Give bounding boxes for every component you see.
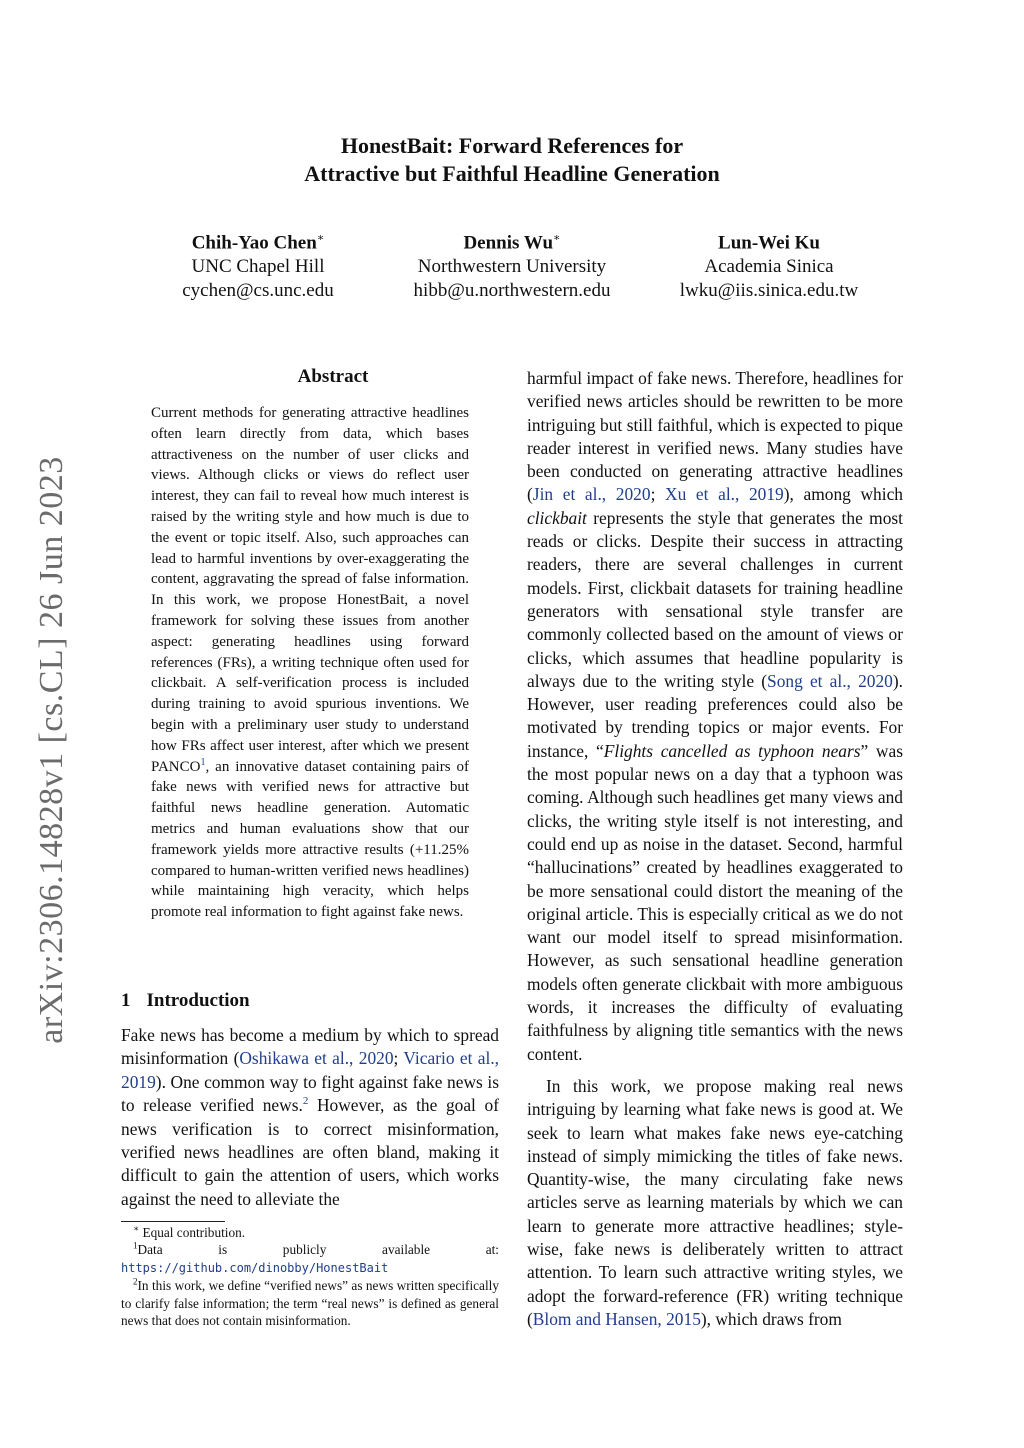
- right-column: [527, 367, 903, 1331]
- footnote-ref[interactable]: 1: [200, 756, 206, 768]
- footnote-ref[interactable]: 2: [302, 1095, 309, 1108]
- footnote-1: $^1$Data is publicly available at: https://github.com/dinobby/HonestBait: [121, 1240, 499, 1275]
- author-email: lwku@iis.sinica.edu.tw: [679, 280, 859, 302]
- citation-link[interactable]: Oshikawa et al., 2020: [239, 1048, 394, 1069]
- title-line-1: HonestBait: Forward References for: [340, 133, 684, 158]
- author-name: Dennis Wu∗: [463, 232, 561, 254]
- right-paragraph-2: In this work, we propose making real news intriguing by learning what fake news is good at. We seek to learn what makes fake news eye-catching instead of simply mimicking the titles of fake news. Quantity-wise, the many circulating fake news articles serve as learning materials by which we can learn to generate more attractive headlines; style-wise, fake news is deliberately written to attract attention. To learn such attractive writing styles, we adopt the forward-reference (FR) writing technique (Blom and Hansen, 2015), which draws from: [527, 1075, 903, 1329]
- github-link[interactable]: https://github.com/dinobby/HonestBait: [121, 1260, 389, 1275]
- author-affiliation: Academia Sinica: [704, 256, 834, 278]
- section-heading: 1 Introduction: [121, 990, 250, 1011]
- title-line-2: Attractive but Faithful Headline Generation: [304, 161, 720, 186]
- paper-title: [0, 132, 1024, 188]
- footnote-equal: ∗ Equal contribution.: [133, 1223, 246, 1240]
- abstract-text: Current methods for generating attractive headlines often learn directly from data, which bases attractiveness on the number of user clicks and views. Although clicks or views do reflect user interest, they can fail to reveal how much interest is raised by the writing style and how much is due to the event or topic itself. Also, such approaches can lead to harmful inventions by over-exaggerating the content, aggravating the spread of false information. In this work, we propose HonestBait, a novel framework for solving these issues from another aspect: generating headlines using forward references (FRs), a writing technique often used for clickbait. A self-verification process is included during training to avoid spurious inventions. We begin with a preliminary user study to understand how FRs affect user interest, after which we present PANCO$^1$, an innovative dataset containing pairs of fake news with verified news for attractive but faithful news headline generation. Automatic metrics and human evaluations show that our framework yields more attractive results (+11.25% compared to human-written verified news headlines) while maintaining high veracity, which helps promote real information to fight against fake news.: [151, 405, 469, 921]
- right-paragraph-1: harmful impact of fake news. Therefore, headlines for verified news articles should be rewritten to be more intriguing but still faithful, which is expected to pique reader interest in verified news. Many studies have been conducted on generating attractive headlines (Jin et al., 2020; Xu et al., 2019), among which clickbait represents the style that generates the most reads or clicks. Despite their success in attracting readers, there are several challenges in current models. First, clickbait datasets for training headline generators with sensational style transfer are commonly collected based on the amount of views or clicks, which assumes that headline popularity is always due to the writing style (Song et al., 2020). However, user reading preferences could also be motivated by trending topics or major events. For instance, “Flights cancelled as typhoon nears” was the most popular news on a day that a typhoon was coming. Although such headlines get many views and clicks, the writing style itself is not interesting, and could end up as noise in the dataset. Second, harmful “hallucinations” created by headlines exaggerated to be more sensational could distort the meaning of the original article. This is especially critical as we do not want our model itself to spread misinformation. However, as such sensational headline generation models often generate clickbait with more ambiguous words, it increases the difficulty of evaluating faithfulness by aligning title semantics with the news content.: [527, 368, 903, 1064]
- author-affiliation: Northwestern University: [417, 256, 607, 278]
- author-name: Chih-Yao Chen∗: [191, 232, 325, 254]
- footnote-divider: [121, 1221, 225, 1222]
- citation-link[interactable]: Xu et al., 2019: [665, 484, 784, 505]
- author-block-2: [362, 226, 662, 303]
- author-email: hibb@u.northwestern.edu: [413, 280, 611, 302]
- author-email: cychen@cs.unc.edu: [182, 280, 334, 302]
- citation-link[interactable]: Blom and Hansen, 2015: [532, 1308, 701, 1329]
- intro-paragraph: Fake news has become a medium by which to spread misinformation (Oshikawa et al., 2020; Vicario et al., 2019). One common way to fight against fake news is to release verified news.$^2$ However, as the goal of news verification is to correct misinformation, verified news headlines are often bland, making it difficult to gain the attention of users, which works against the need to alleviate the: [121, 1025, 500, 1209]
- footnotes: [121, 1224, 499, 1329]
- abstract-heading: Abstract: [297, 366, 369, 387]
- citation-link[interactable]: Jin et al., 2020: [532, 484, 651, 505]
- arxiv-identifier: arXiv:2306.14828v1 [cs.CL] 26 Jun 2023: [33, 456, 70, 1044]
- citation-link[interactable]: Song et al., 2020: [767, 670, 893, 691]
- author-block-3: [619, 226, 919, 303]
- author-affiliation: UNC Chapel Hill: [191, 256, 325, 278]
- citation-link[interactable]: Vicario et al., 2019: [121, 1048, 500, 1092]
- author-name: Lun-Wei Ku: [718, 232, 820, 254]
- footnote-2: $^2$In this work, we define “verified news” as news written specifically to clarify false information; the term “real news” is defined as general news that does not contain misinformation.: [121, 1276, 499, 1329]
